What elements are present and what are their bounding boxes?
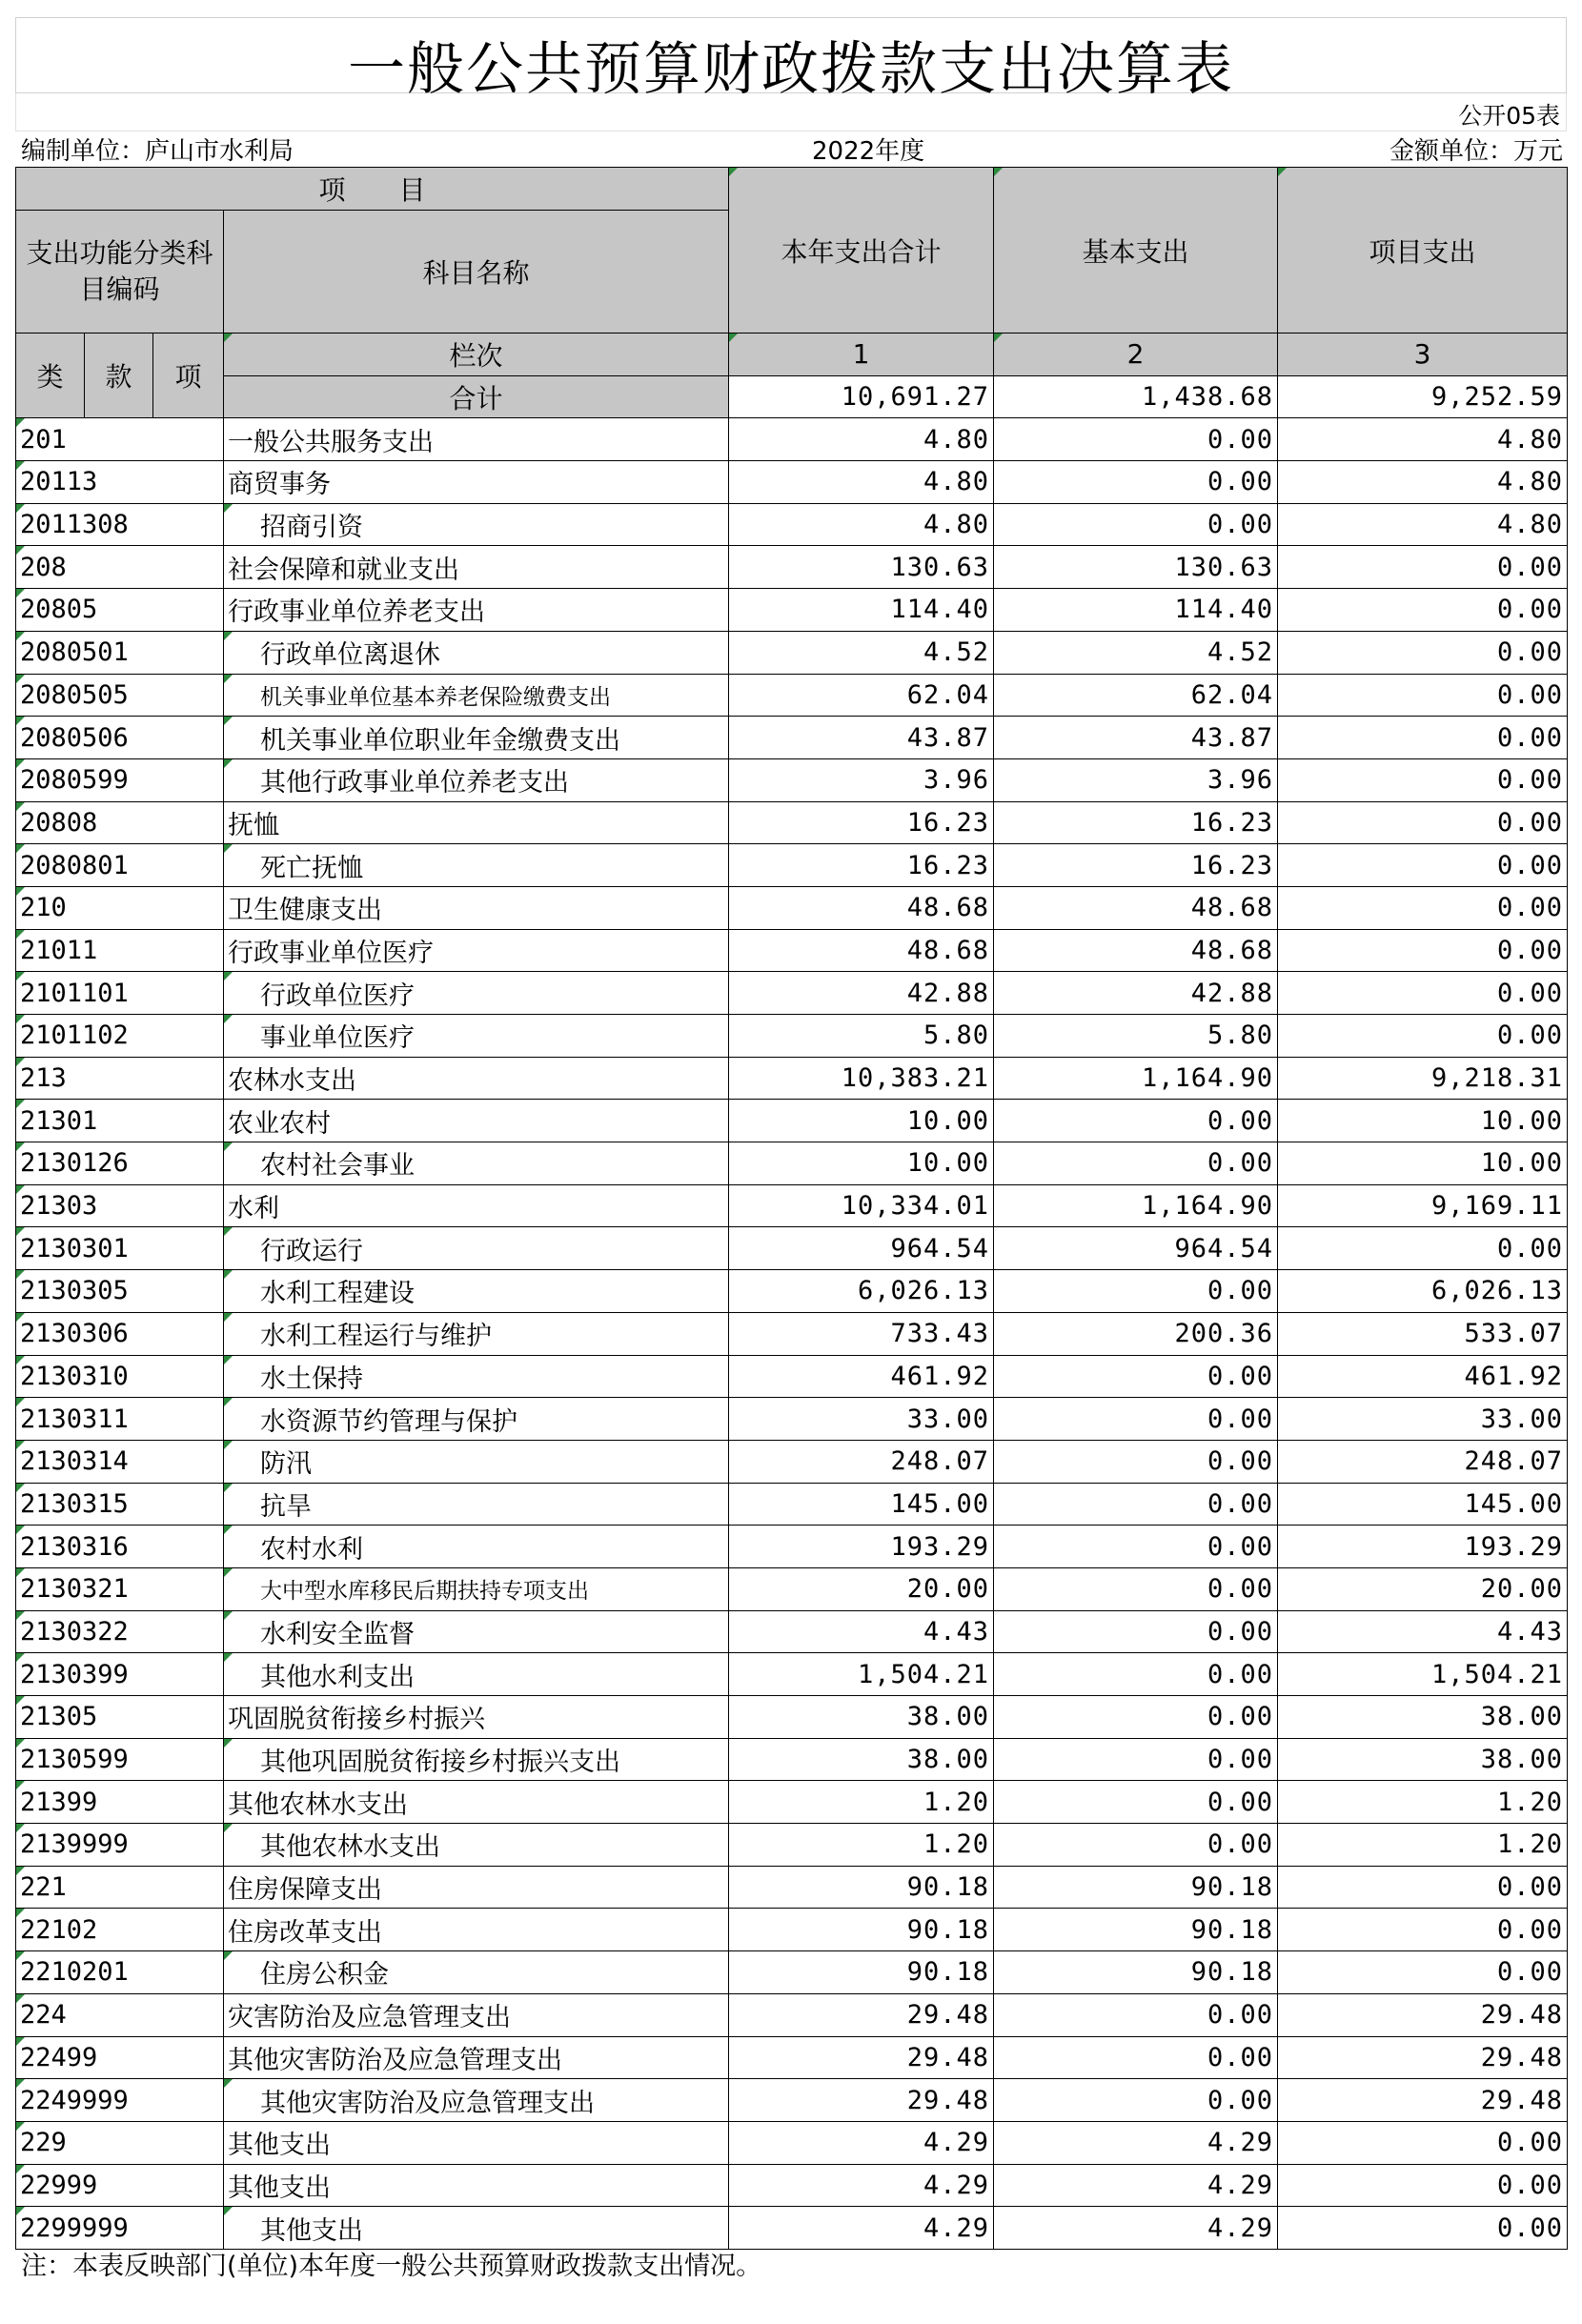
table-row bbox=[16, 1653, 1568, 1696]
row-total: 38.00 bbox=[729, 1696, 994, 1739]
row-name: 其他支出 bbox=[224, 2207, 729, 2250]
row-name: 其他灾害防治及应急管理支出 bbox=[224, 2079, 729, 2122]
table-row bbox=[16, 1610, 1568, 1653]
row-code: 208 bbox=[16, 546, 224, 589]
row-total: 38.00 bbox=[729, 1738, 994, 1781]
row-total: 29.48 bbox=[729, 2079, 994, 2122]
row-basic: 1,164.90 bbox=[994, 1057, 1278, 1100]
row-code: 224 bbox=[16, 1993, 224, 2036]
row-project: 248.07 bbox=[1278, 1440, 1568, 1483]
row-total: 10,383.21 bbox=[729, 1057, 994, 1100]
row-name: 水利工程运行与维护 bbox=[224, 1312, 729, 1355]
row-basic: 4.29 bbox=[994, 2121, 1278, 2164]
row-total: 16.23 bbox=[729, 801, 994, 844]
row-code: 2130315 bbox=[16, 1483, 224, 1526]
row-name: 农村社会事业 bbox=[224, 1142, 729, 1185]
row-basic: 90.18 bbox=[994, 1909, 1278, 1951]
row-project: 0.00 bbox=[1278, 546, 1568, 589]
table-row bbox=[16, 886, 1568, 929]
row-code: 2080501 bbox=[16, 631, 224, 674]
row-code: 2130310 bbox=[16, 1355, 224, 1398]
row-code: 210 bbox=[16, 886, 224, 929]
table-row bbox=[16, 1567, 1568, 1610]
row-project: 4.80 bbox=[1278, 461, 1568, 504]
table-row bbox=[16, 1440, 1568, 1483]
row-name: 其他行政事业单位养老支出 bbox=[224, 758, 729, 801]
table-row bbox=[16, 461, 1568, 504]
table-row bbox=[16, 1184, 1568, 1227]
row-total: 29.48 bbox=[729, 1993, 994, 2036]
row-project: 0.00 bbox=[1278, 1909, 1568, 1951]
table-row bbox=[16, 1866, 1568, 1909]
row-basic: 4.29 bbox=[994, 2164, 1278, 2207]
row-total: 90.18 bbox=[729, 1951, 994, 1994]
row-basic: 0.00 bbox=[994, 1440, 1278, 1483]
row-total: 10,334.01 bbox=[729, 1184, 994, 1227]
row-name: 其他农林水支出 bbox=[224, 1781, 729, 1824]
row-total: 964.54 bbox=[729, 1227, 994, 1270]
table-row bbox=[16, 2079, 1568, 2122]
row-name: 其他支出 bbox=[224, 2121, 729, 2164]
row-total: 42.88 bbox=[729, 972, 994, 1015]
row-total: 48.68 bbox=[729, 886, 994, 929]
table-row bbox=[16, 1738, 1568, 1781]
row-project: 10.00 bbox=[1278, 1100, 1568, 1142]
table-row bbox=[16, 844, 1568, 887]
row-code: 2130301 bbox=[16, 1227, 224, 1270]
row-basic: 0.00 bbox=[994, 2036, 1278, 2079]
row-code: 2299999 bbox=[16, 2207, 224, 2250]
row-code: 2130126 bbox=[16, 1142, 224, 1185]
row-basic: 0.00 bbox=[994, 2079, 1278, 2122]
row-code: 20805 bbox=[16, 589, 224, 632]
row-name: 一般公共服务支出 bbox=[224, 418, 729, 461]
row-name: 农林水支出 bbox=[224, 1057, 729, 1100]
row-name: 卫生健康支出 bbox=[224, 886, 729, 929]
table-row bbox=[16, 2036, 1568, 2079]
basic-column-header: 基本支出 bbox=[994, 168, 1278, 333]
table-row bbox=[16, 2164, 1568, 2207]
row-basic: 0.00 bbox=[994, 1567, 1278, 1610]
row-basic: 0.00 bbox=[994, 1526, 1278, 1568]
row-project: 0.00 bbox=[1278, 1015, 1568, 1058]
row-name: 其他水利支出 bbox=[224, 1653, 729, 1696]
row-basic: 5.80 bbox=[994, 1015, 1278, 1058]
row-basic: 0.00 bbox=[994, 461, 1278, 504]
row-name: 行政运行 bbox=[224, 1227, 729, 1270]
row-project: 0.00 bbox=[1278, 844, 1568, 887]
row-basic: 0.00 bbox=[994, 1993, 1278, 2036]
table-row bbox=[16, 1526, 1568, 1568]
row-code: 21399 bbox=[16, 1781, 224, 1824]
row-basic: 0.00 bbox=[994, 1738, 1278, 1781]
row-name: 其他巩固脱贫衔接乡村振兴支出 bbox=[224, 1738, 729, 1781]
row-project: 533.07 bbox=[1278, 1312, 1568, 1355]
row-total: 1,504.21 bbox=[729, 1653, 994, 1696]
row-project: 0.00 bbox=[1278, 801, 1568, 844]
row-project: 0.00 bbox=[1278, 1866, 1568, 1909]
row-total: 90.18 bbox=[729, 1909, 994, 1951]
row-total: 130.63 bbox=[729, 546, 994, 589]
row-basic: 0.00 bbox=[994, 1653, 1278, 1696]
row-basic: 62.04 bbox=[994, 674, 1278, 717]
row-project: 1.20 bbox=[1278, 1781, 1568, 1824]
row-basic: 48.68 bbox=[994, 886, 1278, 929]
row-project: 0.00 bbox=[1278, 2164, 1568, 2207]
header-row-1 bbox=[16, 168, 1568, 211]
row-project: 0.00 bbox=[1278, 717, 1568, 759]
row-basic: 16.23 bbox=[994, 801, 1278, 844]
row-total: 43.87 bbox=[729, 717, 994, 759]
row-total: 4.52 bbox=[729, 631, 994, 674]
row-project: 0.00 bbox=[1278, 929, 1568, 972]
row-total: 4.29 bbox=[729, 2207, 994, 2250]
row-total: 6,026.13 bbox=[729, 1270, 994, 1313]
row-basic: 0.00 bbox=[994, 1398, 1278, 1441]
row-project: 4.80 bbox=[1278, 418, 1568, 461]
row-project: 1,504.21 bbox=[1278, 1653, 1568, 1696]
table-row bbox=[16, 972, 1568, 1015]
row-basic: 0.00 bbox=[994, 1100, 1278, 1142]
row-name: 行政事业单位养老支出 bbox=[224, 589, 729, 632]
total-column-header: 本年支出合计 bbox=[729, 168, 994, 333]
row-total: 33.00 bbox=[729, 1398, 994, 1441]
row-total: 145.00 bbox=[729, 1483, 994, 1526]
row-basic: 0.00 bbox=[994, 418, 1278, 461]
row-code: 229 bbox=[16, 2121, 224, 2164]
header-row-3 bbox=[16, 333, 1568, 376]
row-basic: 0.00 bbox=[994, 1824, 1278, 1867]
table-row bbox=[16, 1100, 1568, 1142]
row-code: 2080506 bbox=[16, 717, 224, 759]
sum-basic: 1,438.68 bbox=[994, 375, 1278, 418]
row-code: 2080505 bbox=[16, 674, 224, 717]
row-name: 灾害防治及应急管理支出 bbox=[224, 1993, 729, 2036]
row-project: 29.48 bbox=[1278, 2079, 1568, 2122]
row-total: 90.18 bbox=[729, 1866, 994, 1909]
row-total: 733.43 bbox=[729, 1312, 994, 1355]
row-code: 2080599 bbox=[16, 758, 224, 801]
table-row bbox=[16, 1909, 1568, 1951]
table-row bbox=[16, 1355, 1568, 1398]
amount-unit: 金额单位：万元 bbox=[1389, 137, 1563, 166]
row-project: 33.00 bbox=[1278, 1398, 1568, 1441]
title-row bbox=[15, 17, 1567, 103]
row-code: 2210201 bbox=[16, 1951, 224, 1994]
table-row bbox=[16, 1696, 1568, 1739]
row-project: 4.80 bbox=[1278, 503, 1568, 546]
row-name: 死亡抚恤 bbox=[224, 844, 729, 887]
row-basic: 90.18 bbox=[994, 1951, 1278, 1994]
column-number-3: 3 bbox=[1278, 333, 1568, 376]
compiling-unit: 编制单位：庐山市水利局 bbox=[21, 137, 294, 166]
row-code: 22499 bbox=[16, 2036, 224, 2079]
row-basic: 0.00 bbox=[994, 503, 1278, 546]
row-total: 48.68 bbox=[729, 929, 994, 972]
table-row bbox=[16, 1312, 1568, 1355]
item-header: 项 目 bbox=[16, 168, 729, 211]
row-project: 6,026.13 bbox=[1278, 1270, 1568, 1313]
row-code: 22102 bbox=[16, 1909, 224, 1951]
row-name: 水利 bbox=[224, 1184, 729, 1227]
row-project: 10.00 bbox=[1278, 1142, 1568, 1185]
row-basic: 114.40 bbox=[994, 589, 1278, 632]
row-name: 水土保持 bbox=[224, 1355, 729, 1398]
project-column-header: 项目支出 bbox=[1278, 168, 1568, 333]
kuan-header: 款 bbox=[85, 333, 153, 418]
table-row bbox=[16, 631, 1568, 674]
row-name: 其他灾害防治及应急管理支出 bbox=[224, 2036, 729, 2079]
row-total: 4.29 bbox=[729, 2121, 994, 2164]
sum-label: 合计 bbox=[224, 375, 729, 418]
table-row bbox=[16, 1781, 1568, 1824]
row-project: 4.43 bbox=[1278, 1610, 1568, 1653]
row-total: 4.80 bbox=[729, 503, 994, 546]
row-name: 行政单位离退休 bbox=[224, 631, 729, 674]
fiscal-year: 2022年度 bbox=[812, 137, 925, 166]
table-row bbox=[16, 929, 1568, 972]
row-project: 0.00 bbox=[1278, 2121, 1568, 2164]
row-total: 4.29 bbox=[729, 2164, 994, 2207]
table-row bbox=[16, 1227, 1568, 1270]
table-row bbox=[16, 1142, 1568, 1185]
table-row bbox=[16, 1824, 1568, 1867]
xiang-header: 项 bbox=[153, 333, 224, 418]
lanci-header: 栏次 bbox=[224, 333, 729, 376]
row-code: 22999 bbox=[16, 2164, 224, 2207]
row-name: 行政事业单位医疗 bbox=[224, 929, 729, 972]
row-code: 20808 bbox=[16, 801, 224, 844]
row-basic: 130.63 bbox=[994, 546, 1278, 589]
table-row bbox=[16, 801, 1568, 844]
row-total: 4.80 bbox=[729, 418, 994, 461]
row-code: 21301 bbox=[16, 1100, 224, 1142]
row-code: 2130306 bbox=[16, 1312, 224, 1355]
row-project: 461.92 bbox=[1278, 1355, 1568, 1398]
row-name: 巩固脱贫衔接乡村振兴 bbox=[224, 1696, 729, 1739]
row-project: 0.00 bbox=[1278, 1227, 1568, 1270]
table-row bbox=[16, 1993, 1568, 2036]
table-row bbox=[16, 1951, 1568, 1994]
table-row bbox=[16, 717, 1568, 759]
row-code: 201 bbox=[16, 418, 224, 461]
row-basic: 42.88 bbox=[994, 972, 1278, 1015]
row-basic: 0.00 bbox=[994, 1142, 1278, 1185]
row-name: 商贸事务 bbox=[224, 461, 729, 504]
row-code: 2130314 bbox=[16, 1440, 224, 1483]
sum-row bbox=[16, 375, 1568, 418]
row-code: 2130316 bbox=[16, 1526, 224, 1568]
row-basic: 4.29 bbox=[994, 2207, 1278, 2250]
row-basic: 0.00 bbox=[994, 1355, 1278, 1398]
row-name: 农业农村 bbox=[224, 1100, 729, 1142]
footnote: 注：本表反映部门(单位)本年度一般公共预算财政拨款支出情况。 bbox=[21, 2252, 762, 2281]
row-project: 0.00 bbox=[1278, 758, 1568, 801]
row-project: 29.48 bbox=[1278, 1993, 1568, 2036]
row-name: 招商引资 bbox=[224, 503, 729, 546]
row-total: 4.80 bbox=[729, 461, 994, 504]
row-code: 2130322 bbox=[16, 1610, 224, 1653]
row-basic: 0.00 bbox=[994, 1610, 1278, 1653]
row-project: 0.00 bbox=[1278, 674, 1568, 717]
row-project: 0.00 bbox=[1278, 631, 1568, 674]
row-total: 62.04 bbox=[729, 674, 994, 717]
sum-project: 9,252.59 bbox=[1278, 375, 1568, 418]
row-name: 行政单位医疗 bbox=[224, 972, 729, 1015]
row-code: 2130399 bbox=[16, 1653, 224, 1696]
row-code: 2130321 bbox=[16, 1567, 224, 1610]
column-number-1: 1 bbox=[729, 333, 994, 376]
row-total: 3.96 bbox=[729, 758, 994, 801]
row-project: 0.00 bbox=[1278, 589, 1568, 632]
row-basic: 90.18 bbox=[994, 1866, 1278, 1909]
table-row bbox=[16, 589, 1568, 632]
row-project: 0.00 bbox=[1278, 972, 1568, 1015]
column-number-2: 2 bbox=[994, 333, 1278, 376]
row-basic: 0.00 bbox=[994, 1696, 1278, 1739]
function-code-header: 支出功能分类科目编码 bbox=[16, 211, 224, 333]
row-code: 2101102 bbox=[16, 1015, 224, 1058]
table-row bbox=[16, 1483, 1568, 1526]
table-row bbox=[16, 1015, 1568, 1058]
row-project: 193.29 bbox=[1278, 1526, 1568, 1568]
row-name: 其他支出 bbox=[224, 2164, 729, 2207]
row-basic: 43.87 bbox=[994, 717, 1278, 759]
row-total: 193.29 bbox=[729, 1526, 994, 1568]
row-basic: 48.68 bbox=[994, 929, 1278, 972]
row-name: 抗旱 bbox=[224, 1483, 729, 1526]
row-name: 水利安全监督 bbox=[224, 1610, 729, 1653]
row-code: 2130311 bbox=[16, 1398, 224, 1441]
row-name: 住房改革支出 bbox=[224, 1909, 729, 1951]
row-code: 21011 bbox=[16, 929, 224, 972]
row-project: 0.00 bbox=[1278, 2207, 1568, 2250]
subject-name-header: 科目名称 bbox=[224, 211, 729, 333]
row-basic: 200.36 bbox=[994, 1312, 1278, 1355]
row-total: 114.40 bbox=[729, 589, 994, 632]
row-name: 农村水利 bbox=[224, 1526, 729, 1568]
row-basic: 0.00 bbox=[994, 1483, 1278, 1526]
row-project: 1.20 bbox=[1278, 1824, 1568, 1867]
lei-header: 类 bbox=[16, 333, 85, 418]
row-name: 防汛 bbox=[224, 1440, 729, 1483]
row-total: 29.48 bbox=[729, 2036, 994, 2079]
row-project: 0.00 bbox=[1278, 1951, 1568, 1994]
row-code: 21305 bbox=[16, 1696, 224, 1739]
row-name: 事业单位医疗 bbox=[224, 1015, 729, 1058]
row-basic: 16.23 bbox=[994, 844, 1278, 887]
table-row bbox=[16, 418, 1568, 461]
row-project: 38.00 bbox=[1278, 1696, 1568, 1739]
row-basic: 0.00 bbox=[994, 1270, 1278, 1313]
row-name: 水利工程建设 bbox=[224, 1270, 729, 1313]
row-name: 住房公积金 bbox=[224, 1951, 729, 1994]
row-basic: 3.96 bbox=[994, 758, 1278, 801]
row-code: 2130305 bbox=[16, 1270, 224, 1313]
row-code: 221 bbox=[16, 1866, 224, 1909]
expenditure-table bbox=[15, 167, 1568, 2250]
table-row bbox=[16, 1057, 1568, 1100]
row-basic: 1,164.90 bbox=[994, 1184, 1278, 1227]
sum-total: 10,691.27 bbox=[729, 375, 994, 418]
row-project: 0.00 bbox=[1278, 886, 1568, 929]
form-number: 公开05表 bbox=[1458, 102, 1560, 130]
table-row bbox=[16, 546, 1568, 589]
row-basic: 964.54 bbox=[994, 1227, 1278, 1270]
row-project: 9,218.31 bbox=[1278, 1057, 1568, 1100]
meta-row bbox=[15, 131, 1567, 166]
row-code: 213 bbox=[16, 1057, 224, 1100]
row-project: 38.00 bbox=[1278, 1738, 1568, 1781]
form-number-row bbox=[15, 93, 1567, 131]
table-row bbox=[16, 503, 1568, 546]
row-name: 大中型水库移民后期扶持专项支出 bbox=[224, 1567, 729, 1610]
row-total: 20.00 bbox=[729, 1567, 994, 1610]
row-code: 21303 bbox=[16, 1184, 224, 1227]
row-total: 4.43 bbox=[729, 1610, 994, 1653]
table-row bbox=[16, 2207, 1568, 2250]
table-row bbox=[16, 2121, 1568, 2164]
row-total: 16.23 bbox=[729, 844, 994, 887]
row-name: 机关事业单位职业年金缴费支出 bbox=[224, 717, 729, 759]
row-basic: 4.52 bbox=[994, 631, 1278, 674]
page-title: 一般公共预算财政拨款支出决算表 bbox=[348, 36, 1234, 103]
row-code: 2080801 bbox=[16, 844, 224, 887]
row-name: 机关事业单位基本养老保险缴费支出 bbox=[224, 674, 729, 717]
row-code: 2139999 bbox=[16, 1824, 224, 1867]
row-name: 其他农林水支出 bbox=[224, 1824, 729, 1867]
row-total: 5.80 bbox=[729, 1015, 994, 1058]
row-name: 住房保障支出 bbox=[224, 1866, 729, 1909]
table-row bbox=[16, 1398, 1568, 1441]
row-code: 2249999 bbox=[16, 2079, 224, 2122]
row-code: 2130599 bbox=[16, 1738, 224, 1781]
row-name: 水资源节约管理与保护 bbox=[224, 1398, 729, 1441]
row-code: 2011308 bbox=[16, 503, 224, 546]
row-name: 抚恤 bbox=[224, 801, 729, 844]
row-total: 10.00 bbox=[729, 1100, 994, 1142]
row-total: 461.92 bbox=[729, 1355, 994, 1398]
row-project: 145.00 bbox=[1278, 1483, 1568, 1526]
row-total: 1.20 bbox=[729, 1781, 994, 1824]
table-row bbox=[16, 674, 1568, 717]
row-project: 9,169.11 bbox=[1278, 1184, 1568, 1227]
row-total: 10.00 bbox=[729, 1142, 994, 1185]
row-total: 1.20 bbox=[729, 1824, 994, 1867]
table-row bbox=[16, 758, 1568, 801]
row-code: 2101101 bbox=[16, 972, 224, 1015]
row-total: 248.07 bbox=[729, 1440, 994, 1483]
row-project: 29.48 bbox=[1278, 2036, 1568, 2079]
row-name: 社会保障和就业支出 bbox=[224, 546, 729, 589]
row-project: 20.00 bbox=[1278, 1567, 1568, 1610]
table-row bbox=[16, 1270, 1568, 1313]
row-basic: 0.00 bbox=[994, 1781, 1278, 1824]
row-code: 20113 bbox=[16, 461, 224, 504]
